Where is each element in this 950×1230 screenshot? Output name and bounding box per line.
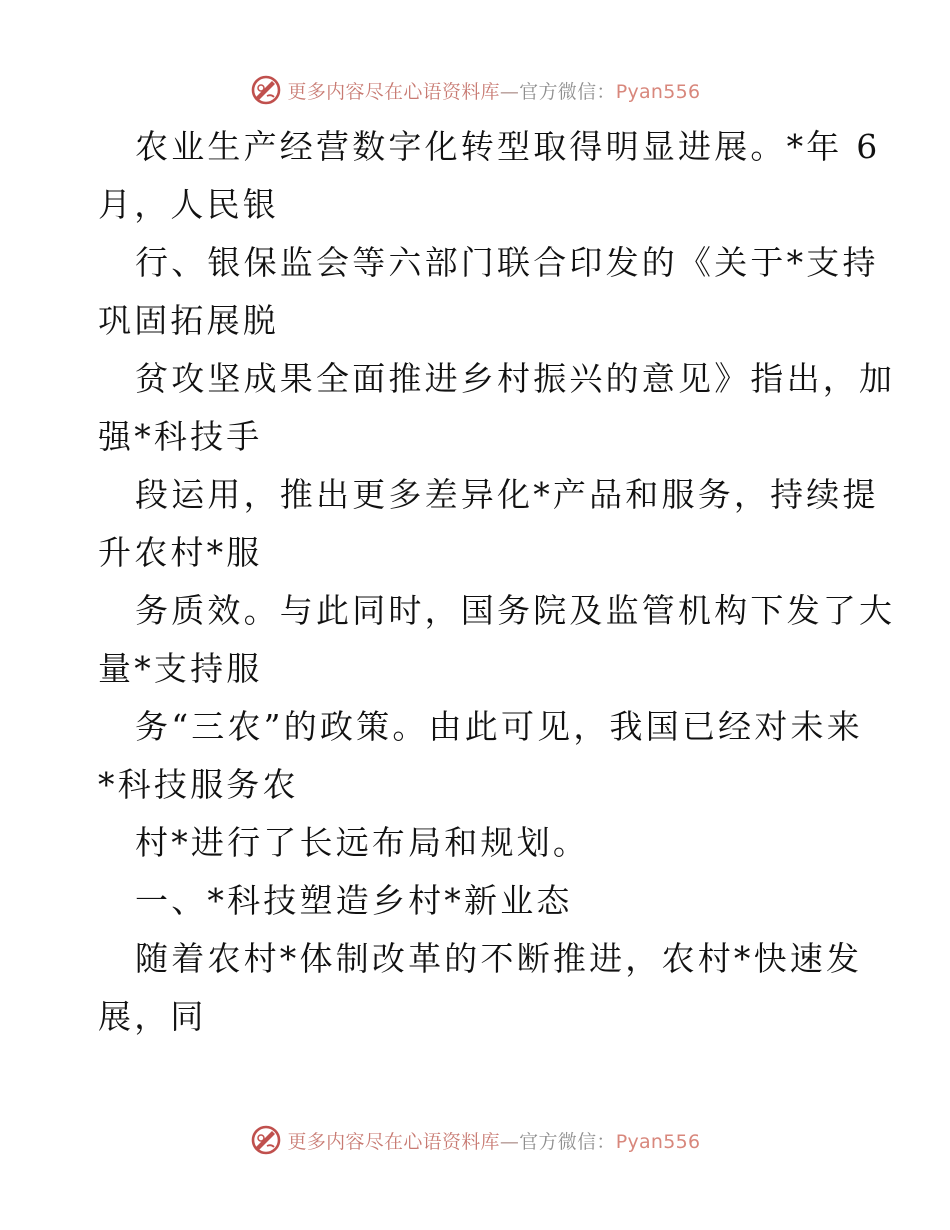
text-line: 农业生产经营数字化转型取得明显进展。*年 6 — [135, 127, 881, 166]
watermark-wechat-id: Pyan556 — [615, 80, 701, 103]
text-line: 强*科技手 — [98, 417, 263, 456]
section-heading: 一、*科技塑造乡村*新业态 — [135, 881, 573, 920]
text-line: 务“三农”的政策。由此可见，我国已经对未来 — [135, 707, 863, 746]
watermark-wechat-label: 官方微信： — [519, 1130, 616, 1153]
text-line: *科技服务农 — [98, 765, 299, 804]
text-line: 村*进行了长远布局和规划。 — [135, 823, 590, 862]
text-line: 升农村*服 — [98, 533, 263, 572]
library-logo-icon — [250, 74, 282, 106]
text-line: 展，同 — [98, 997, 207, 1036]
watermark-site-text: 更多内容尽在心语资料库 — [287, 80, 500, 103]
text-line: 月，人民银 — [98, 185, 279, 224]
watermark-dash: — — [499, 1130, 520, 1153]
text-line: 段运用，推出更多差异化*产品和服务，持续提 — [135, 475, 879, 514]
text-line: 量*支持服 — [98, 649, 263, 688]
text-line: 随着农村*体制改革的不断推进，农村*快速发 — [135, 939, 863, 978]
watermark-wechat-label: 官方微信： — [519, 80, 616, 103]
header-watermark — [0, 72, 950, 108]
footer-watermark — [0, 1122, 950, 1158]
watermark-text — [288, 1127, 701, 1154]
watermark-text — [288, 77, 701, 104]
library-logo-icon — [250, 1124, 282, 1156]
watermark-dash: — — [499, 80, 520, 103]
document-body — [98, 118, 896, 1046]
text-line: 务质效。与此同时，国务院及监管机构下发了大 — [135, 591, 896, 630]
text-line: 巩固拓展脱 — [98, 301, 279, 340]
text-line: 贫攻坚成果全面推进乡村振兴的意见》指出，加 — [135, 359, 896, 398]
watermark-site-text: 更多内容尽在心语资料库 — [287, 1130, 500, 1153]
text-line: 行、银保监会等六部门联合印发的《关于*支持 — [135, 243, 879, 282]
watermark-wechat-id: Pyan556 — [615, 1130, 701, 1153]
